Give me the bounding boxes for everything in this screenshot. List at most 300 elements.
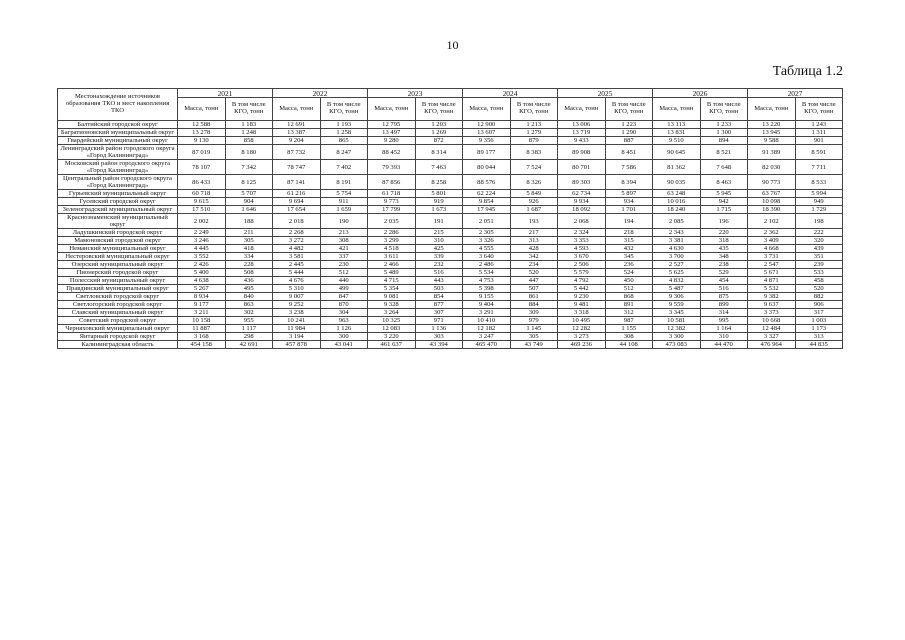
mass-cell: 3 194 [273,333,321,341]
mass-cell: 3 353 [558,237,606,245]
mass-cell: 5 534 [463,269,511,277]
table-row [58,333,843,341]
kgo-cell: 512 [605,285,653,293]
row-name-cell: Полесский муниципальный округ [58,277,178,285]
kgo-cell: 318 [700,237,748,245]
kgo-cell: 8 451 [605,145,653,160]
kgo-cell: 1 715 [700,206,748,214]
kgo-cell: 8 125 [225,175,273,190]
kgo-cell: 196 [700,214,748,229]
kgo-cell: 5 707 [225,190,273,198]
kgo-cell: 313 [795,333,843,341]
kgo-cell: 1 248 [225,129,273,137]
mass-cell: 86 433 [178,175,226,190]
kgo-cell: 7 711 [795,160,843,175]
mass-cell: 78 747 [273,160,321,175]
mass-cell: 12 182 [463,325,511,333]
kgo-cell: 1 164 [700,325,748,333]
mass-cell: 3 211 [178,309,226,317]
row-name-cell: Калининградская область [58,341,178,349]
kgo-cell: 302 [225,309,273,317]
kgo-cell: 8 383 [510,145,558,160]
mass-cell: 3 246 [178,237,226,245]
mass-cell: 9 637 [748,301,796,309]
mass-cell: 87 856 [368,175,416,190]
mass-cell: 12 282 [558,325,606,333]
kgo-cell: 198 [795,214,843,229]
kgo-cell: 345 [605,253,653,261]
kgo-cell: 887 [605,137,653,145]
mass-cell: 2 547 [748,261,796,269]
kgo-cell: 1 233 [700,121,748,129]
table-row [58,245,843,253]
kgo-cell: 1 223 [605,121,653,129]
mass-cell: 90 773 [748,175,796,190]
kgo-cell: 305 [225,237,273,245]
table-row [58,237,843,245]
row-name-cell: Ленинградский район городского округа «Город Калининград» [58,145,178,160]
kgo-cell: 979 [510,317,558,325]
kgo-cell: 239 [795,261,843,269]
row-name-cell: Озерский муниципальный округ [58,261,178,269]
mass-cell: 3 291 [463,309,511,317]
mass-cell: 2 445 [273,261,321,269]
mass-cell: 63 767 [748,190,796,198]
kgo-cell: 5 754 [320,190,368,198]
mass-cell: 13 831 [653,129,701,137]
kgo-header: В том числе КГО, тонн [225,98,273,121]
kgo-cell: 450 [605,277,653,285]
kgo-cell: 899 [700,301,748,309]
kgo-cell: 8 258 [415,175,463,190]
mass-cell: 89 303 [558,175,606,190]
kgo-cell: 1 258 [320,129,368,137]
kgo-cell: 949 [795,198,843,206]
mass-cell: 9 230 [558,293,606,301]
kgo-cell: 44 835 [795,341,843,349]
mass-cell: 2 051 [463,214,511,229]
mass-cell: 91 389 [748,145,796,160]
kgo-cell: 8 521 [700,145,748,160]
table-row [58,129,843,137]
kgo-cell: 533 [795,269,843,277]
mass-cell: 4 832 [653,277,701,285]
kgo-cell: 1 659 [320,206,368,214]
mass-cell: 12 083 [368,325,416,333]
mass-cell: 12 382 [653,325,701,333]
kgo-cell: 228 [225,261,273,269]
mass-cell: 9 854 [463,198,511,206]
mass-cell: 11 887 [178,325,226,333]
mass-cell: 9 280 [368,137,416,145]
mass-cell: 81 362 [653,160,701,175]
mass-cell: 13 607 [463,129,511,137]
data-table-container [57,88,842,349]
table-row [58,145,843,160]
mass-cell: 3 373 [748,309,796,317]
mass-cell: 4 482 [273,245,321,253]
kgo-cell: 7 402 [320,160,368,175]
kgo-cell: 926 [510,198,558,206]
kgo-cell: 911 [320,198,368,206]
mass-cell: 12 588 [178,121,226,129]
kgo-cell: 987 [605,317,653,325]
row-name-cell: Зеленоградский муниципальный округ [58,206,178,214]
row-name-cell: Черняховский муниципальный округ [58,325,178,333]
mass-cell: 62 734 [558,190,606,198]
kgo-cell: 1 173 [795,325,843,333]
kgo-cell: 995 [700,317,748,325]
kgo-cell: 436 [225,277,273,285]
kgo-cell: 7 586 [605,160,653,175]
kgo-cell: 44 108 [605,341,653,349]
table-row [58,253,843,261]
mass-cell: 9 559 [653,301,701,309]
table-row [58,160,843,175]
mass-cell: 3 326 [463,237,511,245]
mass-cell: 4 792 [558,277,606,285]
kgo-cell: 879 [510,137,558,145]
corner-header: Местонахождение источников образования ТКО и мест накопления ТКО [58,89,178,121]
mass-cell: 12 691 [273,121,321,129]
mass-cell: 3 581 [273,253,321,261]
kgo-cell: 432 [605,245,653,253]
kgo-cell: 499 [320,285,368,293]
mass-cell: 3 700 [653,253,701,261]
kgo-cell: 312 [605,309,653,317]
kgo-cell: 443 [415,277,463,285]
kgo-header: В том числе КГО, тонн [510,98,558,121]
mass-cell: 89 177 [463,145,511,160]
kgo-cell: 8 394 [605,175,653,190]
mass-cell: 2 249 [178,229,226,237]
kgo-cell: 337 [320,253,368,261]
kgo-cell: 8 180 [225,145,273,160]
mass-cell: 9 773 [368,198,416,206]
mass-cell: 3 220 [368,333,416,341]
table-row [58,229,843,237]
table-row [58,175,843,190]
table-row [58,317,843,325]
mass-cell: 3 273 [558,333,606,341]
table-row [58,261,843,269]
kgo-cell: 300 [320,333,368,341]
mass-cell: 5 487 [653,285,701,293]
mass-cell: 9 130 [178,137,226,145]
kgo-cell: 1 646 [225,206,273,214]
mass-cell: 17 510 [178,206,226,214]
mass-cell: 476 964 [748,341,796,349]
kgo-cell: 1 155 [605,325,653,333]
mass-cell: 2 426 [178,261,226,269]
mass-cell: 4 555 [463,245,511,253]
mass-cell: 10 241 [273,317,321,325]
mass-cell: 465 470 [463,341,511,349]
mass-cell: 10 668 [748,317,796,325]
mass-cell: 82 030 [748,160,796,175]
mass-cell: 3 409 [748,237,796,245]
kgo-cell: 421 [320,245,368,253]
kgo-cell: 5 849 [510,190,558,198]
mass-cell: 13 006 [558,121,606,129]
kgo-cell: 8 326 [510,175,558,190]
mass-cell: 2 506 [558,261,606,269]
mass-header: Масса, тонн [748,98,796,121]
mass-cell: 4 638 [178,277,226,285]
mass-cell: 18 092 [558,206,606,214]
kgo-cell: 1 687 [510,206,558,214]
kgo-cell: 193 [510,214,558,229]
kgo-cell: 495 [225,285,273,293]
kgo-cell: 43 041 [320,341,368,349]
kgo-cell: 1 193 [320,121,368,129]
kgo-cell: 1 673 [415,206,463,214]
mass-cell: 4 715 [368,277,416,285]
kgo-cell: 963 [320,317,368,325]
mass-cell: 9 177 [178,301,226,309]
mass-cell: 18 390 [748,206,796,214]
mass-cell: 5 398 [463,285,511,293]
kgo-cell: 435 [700,245,748,253]
row-name-cell: Гурьевский муниципальный округ [58,190,178,198]
kgo-cell: 7 648 [700,160,748,175]
kgo-cell: 503 [415,285,463,293]
mass-cell: 5 532 [748,285,796,293]
mass-cell: 17 799 [368,206,416,214]
kgo-cell: 906 [795,301,843,309]
kgo-cell: 305 [510,333,558,341]
mass-cell: 9 382 [748,293,796,301]
kgo-cell: 1 183 [225,121,273,129]
kgo-cell: 919 [415,198,463,206]
kgo-cell: 955 [225,317,273,325]
mass-cell: 88 452 [368,145,416,160]
mass-cell: 3 238 [273,309,321,317]
kgo-cell: 1 729 [795,206,843,214]
kgo-cell: 218 [605,229,653,237]
mass-cell: 9 588 [748,137,796,145]
mass-cell: 457 878 [273,341,321,349]
mass-cell: 5 310 [273,285,321,293]
mass-cell: 13 497 [368,129,416,137]
kgo-cell: 211 [225,229,273,237]
mass-cell: 80 044 [463,160,511,175]
kgo-cell: 8 191 [320,175,368,190]
mass-cell: 3 327 [748,333,796,341]
mass-cell: 3 640 [463,253,511,261]
page-number: 10 [446,38,459,52]
mass-cell: 2 286 [368,229,416,237]
kgo-cell: 304 [320,309,368,317]
mass-cell: 10 016 [653,198,701,206]
mass-cell: 3 247 [463,333,511,341]
mass-cell: 3 318 [558,309,606,317]
kgo-cell: 872 [415,137,463,145]
kgo-cell: 877 [415,301,463,309]
mass-cell: 9 204 [273,137,321,145]
mass-cell: 10 581 [653,317,701,325]
kgo-cell: 1 279 [510,129,558,137]
kgo-cell: 854 [415,293,463,301]
mass-cell: 5 442 [558,285,606,293]
mass-cell: 10 158 [178,317,226,325]
mass-cell: 62 224 [463,190,511,198]
kgo-cell: 303 [415,333,463,341]
mass-cell: 60 718 [178,190,226,198]
kgo-cell: 7 524 [510,160,558,175]
mass-cell: 12 484 [748,325,796,333]
kgo-cell: 904 [225,198,273,206]
kgo-cell: 865 [320,137,368,145]
row-name-cell: Славский муниципальный округ [58,309,178,317]
kgo-cell: 342 [510,253,558,261]
mass-cell: 9 356 [463,137,511,145]
kgo-cell: 8 533 [795,175,843,190]
kgo-cell: 861 [510,293,558,301]
mass-cell: 88 576 [463,175,511,190]
year-header: 2025 [558,89,653,98]
kgo-cell: 188 [225,214,273,229]
mass-cell: 461 637 [368,341,416,349]
mass-cell: 87 141 [273,175,321,190]
kgo-cell: 43 394 [415,341,463,349]
mass-cell: 4 676 [273,277,321,285]
kgo-cell: 942 [700,198,748,206]
kgo-cell: 1 003 [795,317,843,325]
kgo-cell: 894 [700,137,748,145]
kgo-cell: 934 [605,198,653,206]
mass-cell: 90 645 [653,145,701,160]
mass-cell: 61 718 [368,190,416,198]
mass-cell: 12 795 [368,121,416,129]
mass-cell: 9 481 [558,301,606,309]
kgo-cell: 884 [510,301,558,309]
kgo-cell: 1 311 [795,129,843,137]
mass-header: Масса, тонн [463,98,511,121]
kgo-cell: 310 [415,237,463,245]
kgo-cell: 348 [700,253,748,261]
mass-cell: 10 410 [463,317,511,325]
kgo-cell: 238 [700,261,748,269]
mass-cell: 79 393 [368,160,416,175]
kgo-cell: 425 [415,245,463,253]
mass-cell: 80 701 [558,160,606,175]
mass-cell: 9 404 [463,301,511,309]
mass-cell: 5 625 [653,269,701,277]
mass-cell: 3 731 [748,253,796,261]
kgo-cell: 870 [320,301,368,309]
kgo-cell: 516 [700,285,748,293]
mass-cell: 2 068 [558,214,606,229]
kgo-cell: 308 [605,333,653,341]
kgo-cell: 418 [225,245,273,253]
mass-cell: 13 719 [558,129,606,137]
table-row [58,121,843,129]
kgo-cell: 1 243 [795,121,843,129]
kgo-cell: 7 342 [225,160,273,175]
kgo-cell: 213 [320,229,368,237]
row-name-cell: Нестеровский муниципальный округ [58,253,178,261]
kgo-cell: 190 [320,214,368,229]
year-header-row [58,89,843,98]
kgo-cell: 298 [225,333,273,341]
mass-cell: 11 984 [273,325,321,333]
mass-cell: 3 345 [653,309,701,317]
kgo-header: В том числе КГО, тонн [795,98,843,121]
mass-header: Масса, тонн [558,98,606,121]
kgo-cell: 507 [510,285,558,293]
table-row [58,293,843,301]
row-name-cell: Мамоновский городской округ [58,237,178,245]
mass-cell: 4 753 [463,277,511,285]
table-row [58,277,843,285]
kgo-cell: 1 701 [605,206,653,214]
kgo-cell: 1 300 [700,129,748,137]
kgo-cell: 516 [415,269,463,277]
row-name-cell: Ладушкинский городской округ [58,229,178,237]
kgo-header: В том числе КГО, тонн [320,98,368,121]
mass-cell: 4 630 [653,245,701,253]
kgo-cell: 44 470 [700,341,748,349]
kgo-cell: 1 269 [415,129,463,137]
table-row [58,198,843,206]
kgo-cell: 314 [700,309,748,317]
mass-cell: 87 019 [178,145,226,160]
mass-cell: 5 400 [178,269,226,277]
mass-cell: 10 325 [368,317,416,325]
kgo-cell: 508 [225,269,273,277]
mass-cell: 13 220 [748,121,796,129]
kgo-cell: 1 203 [415,121,463,129]
kgo-cell: 901 [795,137,843,145]
mass-cell: 5 579 [558,269,606,277]
mass-cell: 473 083 [653,341,701,349]
mass-cell: 13 387 [273,129,321,137]
table-row [58,309,843,317]
kgo-cell: 971 [415,317,463,325]
mass-cell: 3 670 [558,253,606,261]
mass-cell: 4 518 [368,245,416,253]
kgo-cell: 454 [700,277,748,285]
mass-cell: 89 908 [558,145,606,160]
kgo-header: В том числе КГО, тонн [700,98,748,121]
kgo-cell: 458 [795,277,843,285]
row-name-cell: Пионерский городской округ [58,269,178,277]
kgo-cell: 447 [510,277,558,285]
mass-cell: 3 264 [368,309,416,317]
kgo-cell: 8 463 [700,175,748,190]
mass-cell: 10 495 [558,317,606,325]
kgo-cell: 840 [225,293,273,301]
year-header: 2027 [748,89,843,98]
mass-cell: 2 362 [748,229,796,237]
row-name-cell: Балтийский городской округ [58,121,178,129]
table-row [58,137,843,145]
mass-cell: 9 433 [558,137,606,145]
row-name-cell: Центральный район городского округа «Город Калининград» [58,175,178,190]
mass-cell: 5 354 [368,285,416,293]
row-name-cell: Советский городской округ [58,317,178,325]
kgo-cell: 320 [795,237,843,245]
mass-cell: 3 611 [368,253,416,261]
row-name-cell: Краснознаменский муниципальный округ [58,214,178,229]
mass-header: Масса, тонн [368,98,416,121]
mass-cell: 5 489 [368,269,416,277]
mass-cell: 2 527 [653,261,701,269]
mass-cell: 9 615 [178,198,226,206]
mass-cell: 2 268 [273,229,321,237]
mass-cell: 13 945 [748,129,796,137]
